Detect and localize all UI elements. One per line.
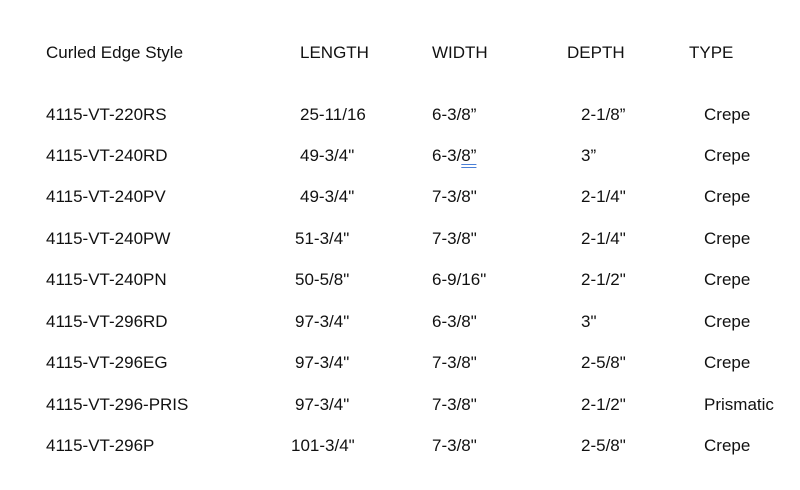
row-1-length: 49-3/4": [300, 146, 355, 165]
row-6-style: 4115-VT-296EG: [46, 353, 168, 372]
row-5-type: Crepe: [704, 312, 751, 331]
row-3-style: 4115-VT-240PW: [46, 229, 171, 248]
row-8-depth: 2-5/8": [581, 436, 626, 455]
row-1-width-flagged: 8”: [461, 146, 477, 165]
row-4-type: Crepe: [704, 270, 751, 289]
row-7-depth: 2-1/2": [581, 395, 626, 414]
row-0-depth: 2-1/8”: [581, 105, 626, 124]
row-7-style: 4115-VT-296-PRIS: [46, 395, 189, 414]
row-1-style: 4115-VT-240RD: [46, 146, 168, 165]
row-2-depth: 2-1/4": [581, 187, 626, 206]
row-6-width: 7-3/8": [432, 353, 477, 372]
row-2-type: Crepe: [704, 187, 751, 206]
row-3-length: 51-3/4": [295, 229, 350, 248]
row-5-length: 97-3/4": [295, 312, 350, 331]
row-5-depth: 3": [581, 312, 597, 331]
row-8-length: 101-3/4": [291, 436, 355, 455]
row-8-style: 4115-VT-296P: [46, 436, 155, 455]
header-depth: DEPTH: [567, 43, 625, 62]
row-8-type: Crepe: [704, 436, 751, 455]
row-0-width: 6-3/8”: [432, 105, 477, 124]
row-3-width: 7-3/8": [432, 229, 477, 248]
row-0-length: 25-11/16: [300, 105, 366, 124]
row-7-length: 97-3/4": [295, 395, 350, 414]
row-1-depth: 3”: [581, 146, 597, 165]
row-6-depth: 2-5/8": [581, 353, 626, 372]
row-4-width: 6-9/16": [432, 270, 487, 289]
row-2-length: 49-3/4": [300, 187, 355, 206]
row-5-width: 6-3/8": [432, 312, 477, 331]
row-4-depth: 2-1/2": [581, 270, 626, 289]
header-width: WIDTH: [432, 43, 488, 62]
row-6-length: 97-3/4": [295, 353, 350, 372]
row-8-width: 7-3/8": [432, 436, 477, 455]
header-style: Curled Edge Style: [46, 43, 184, 62]
row-1-width-main: 6-3/: [432, 146, 462, 165]
row-1-type: Crepe: [704, 146, 751, 165]
row-5-style: 4115-VT-296RD: [46, 312, 168, 331]
row-2-width: 7-3/8": [432, 187, 477, 206]
row-7-type: Prismatic: [704, 395, 774, 414]
row-7-width: 7-3/8": [432, 395, 477, 414]
row-6-type: Crepe: [704, 353, 751, 372]
row-0-style: 4115-VT-220RS: [46, 105, 167, 124]
row-1-width: [432, 146, 476, 166]
row-3-depth: 2-1/4": [581, 229, 626, 248]
row-4-style: 4115-VT-240PN: [46, 270, 167, 289]
header-length: LENGTH: [300, 43, 369, 62]
row-2-style: 4115-VT-240PV: [46, 187, 166, 206]
row-3-type: Crepe: [704, 229, 751, 248]
row-4-length: 50-5/8": [295, 270, 350, 289]
row-0-type: Crepe: [704, 105, 751, 124]
header-type: TYPE: [689, 43, 734, 62]
